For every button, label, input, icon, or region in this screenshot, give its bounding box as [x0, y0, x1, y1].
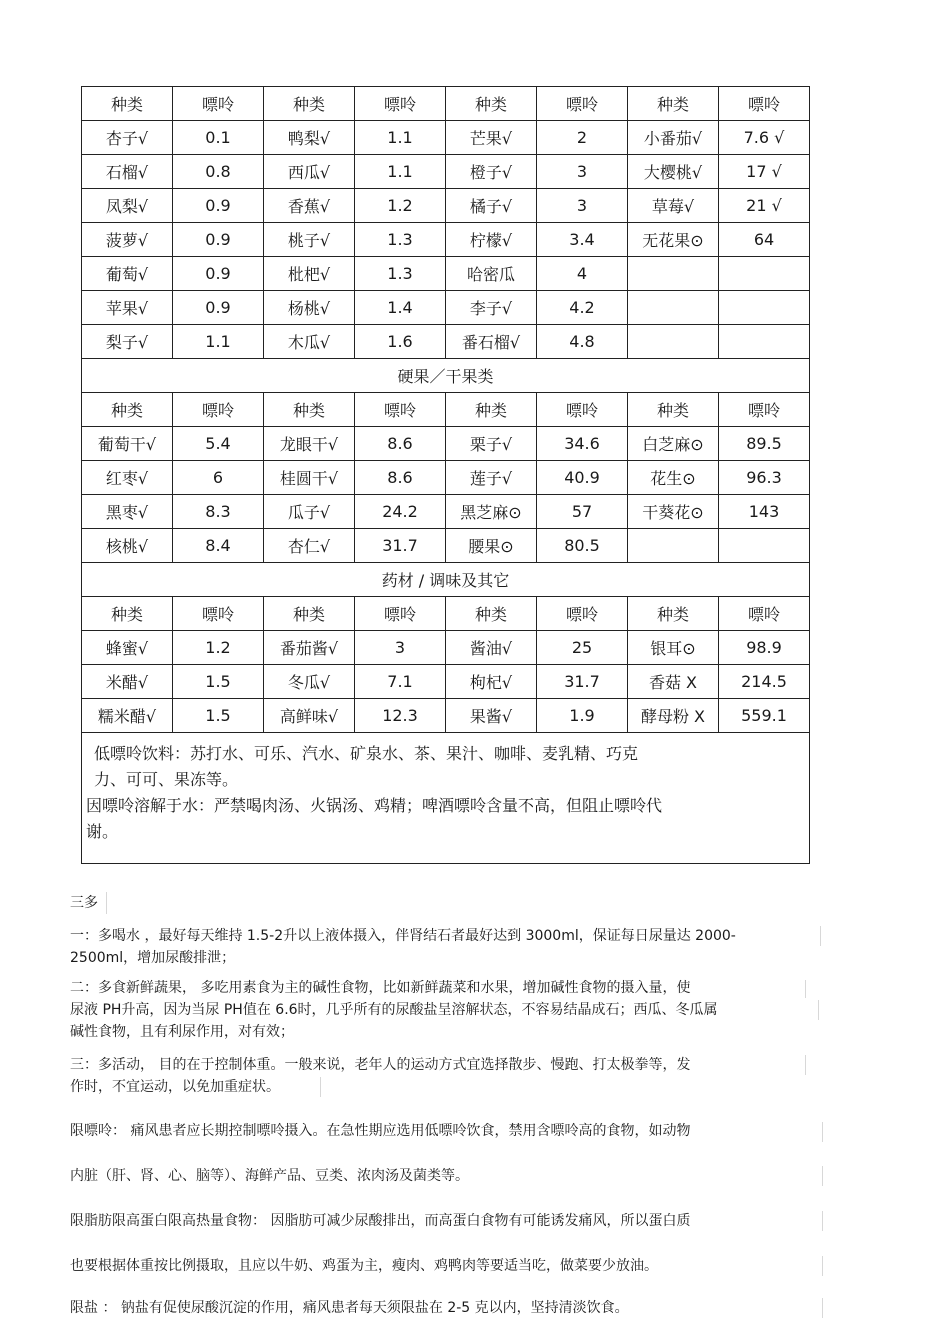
food-name-cell: 红枣√ [82, 461, 173, 495]
purine-value-cell: 31.7 [537, 665, 628, 699]
food-name-cell: 杏子√ [82, 121, 173, 155]
table-row [82, 427, 810, 461]
purine-value-cell: 1.1 [173, 325, 264, 359]
header-cell-purine: 嘌呤 [719, 393, 810, 427]
header-cell-purine: 嘌呤 [537, 597, 628, 631]
purine-value-cell: 4.8 [537, 325, 628, 359]
food-name-cell: 香蕉√ [264, 189, 355, 223]
purine-value-cell: 1.3 [355, 257, 446, 291]
note-soluble-line1: 因嘌呤溶解于水：严禁喝肉汤、火锅汤、鸡精；啤酒嘌呤含量不高，但阻止嘌呤代 [86, 796, 663, 815]
purine-value-cell: 0.9 [173, 257, 264, 291]
food-name-cell: 橙子√ [446, 155, 537, 189]
food-name-cell: 无花果⊙ [628, 223, 719, 257]
header-cell-kind: 种类 [628, 393, 719, 427]
food-name-cell: 菠萝√ [82, 223, 173, 257]
food-name-cell: 西瓜√ [264, 155, 355, 189]
purine-value-cell: 2 [537, 121, 628, 155]
purine-value-cell: 34.6 [537, 427, 628, 461]
paragraph-exercise-line1: 三：多活动， 目的在于控制体重。一般来说，老年人的运动方式宜选择散步、慢跑、打太极拳等，发 [70, 1057, 691, 1073]
purine-value-cell: 40.9 [537, 461, 628, 495]
section-heading-three-more: 三多 [70, 895, 98, 911]
food-name-cell [628, 291, 719, 325]
header-cell-purine: 嘌呤 [355, 597, 446, 631]
purine-value-cell: 24.2 [355, 495, 446, 529]
table-row [82, 699, 810, 733]
paragraph-vegetables-line3: 碱性食物，且有利尿作用，对有效； [70, 1024, 294, 1040]
herb-body [82, 597, 810, 733]
food-name-cell: 番石榴√ [446, 325, 537, 359]
section-row-herbs [82, 563, 810, 597]
food-name-cell: 桂圆干√ [264, 461, 355, 495]
food-name-cell: 木瓜√ [264, 325, 355, 359]
food-name-cell: 蜂蜜√ [82, 631, 173, 665]
purine-value-cell: 0.9 [173, 223, 264, 257]
herb-section [82, 563, 810, 597]
note-soluble-line2: 谢。 [86, 822, 119, 841]
paragraph-limit-fat-line2: 也要根据体重按比例摄取，且应以牛奶、鸡蛋为主，瘦肉、鸡鸭肉等要适当吃，做菜要少放油。 [70, 1258, 658, 1274]
paragraph-drink-water-line1: 一：多喝水 ，最好每天维持 1.5-2升以上液体摄入，伴肾结石者最好达到 3000ml，保证每日尿量达 2000- [70, 928, 736, 944]
purine-value-cell [719, 291, 810, 325]
purine-value-cell: 96.3 [719, 461, 810, 495]
paragraph-drink-water-line2: 2500ml，增加尿酸排泄； [70, 950, 236, 966]
header-cell-kind: 种类 [264, 597, 355, 631]
table-row [82, 189, 810, 223]
paragraph-exercise-line2: 作时，不宜运动，以免加重症状。 [70, 1079, 280, 1095]
food-name-cell: 杨桃√ [264, 291, 355, 325]
food-name-cell: 花生⊙ [628, 461, 719, 495]
purine-value-cell: 8.6 [355, 427, 446, 461]
purine-value-cell: 21 √ [719, 189, 810, 223]
note-low-purine-line1: 低嘌呤饮料：苏打水、可乐、汽水、矿泉水、茶、果汁、咖啡、麦乳精、巧克 [94, 744, 639, 763]
purine-value-cell: 7.6 √ [719, 121, 810, 155]
food-name-cell: 龙眼干√ [264, 427, 355, 461]
food-name-cell: 黑枣√ [82, 495, 173, 529]
purine-value-cell: 1.3 [355, 223, 446, 257]
food-name-cell: 柠檬√ [446, 223, 537, 257]
purine-value-cell: 0.9 [173, 189, 264, 223]
food-name-cell: 凤梨√ [82, 189, 173, 223]
purine-value-cell: 98.9 [719, 631, 810, 665]
header-cell-kind: 种类 [628, 87, 719, 121]
purine-value-cell: 0.8 [173, 155, 264, 189]
food-name-cell: 香菇 X [628, 665, 719, 699]
notes-row [82, 733, 810, 864]
food-name-cell: 杏仁√ [264, 529, 355, 563]
divider-line [822, 1211, 823, 1231]
table-row [82, 529, 810, 563]
header-cell-kind: 种类 [446, 597, 537, 631]
purine-value-cell: 8.6 [355, 461, 446, 495]
herb-header-row [82, 597, 810, 631]
food-name-cell: 米醋√ [82, 665, 173, 699]
paragraph-vegetables-line2: 尿液 PH升高，因为当尿 PH值在 6.6时，几乎所有的尿酸盐呈溶解状态，不容易结晶成石；西瓜、冬瓜属 [70, 1002, 718, 1018]
food-name-cell: 桃子√ [264, 223, 355, 257]
purine-value-cell: 1.1 [355, 155, 446, 189]
food-name-cell: 干葵花⊙ [628, 495, 719, 529]
food-name-cell: 梨子√ [82, 325, 173, 359]
purine-value-cell: 214.5 [719, 665, 810, 699]
purine-value-cell: 0.1 [173, 121, 264, 155]
food-name-cell: 苹果√ [82, 291, 173, 325]
purine-value-cell: 1.9 [537, 699, 628, 733]
nut-header-row [82, 393, 810, 427]
purine-value-cell: 1.2 [173, 631, 264, 665]
food-name-cell: 芒果√ [446, 121, 537, 155]
food-name-cell: 糯米醋√ [82, 699, 173, 733]
food-name-cell: 酵母粉 X [628, 699, 719, 733]
food-name-cell: 栗子√ [446, 427, 537, 461]
food-name-cell [628, 325, 719, 359]
divider-line [805, 980, 806, 998]
purine-content-table [81, 86, 810, 864]
header-cell-purine: 嘌呤 [173, 393, 264, 427]
purine-value-cell: 89.5 [719, 427, 810, 461]
header-cell-purine: 嘌呤 [719, 597, 810, 631]
header-cell-purine: 嘌呤 [173, 597, 264, 631]
header-cell-kind: 种类 [264, 393, 355, 427]
food-name-cell: 石榴√ [82, 155, 173, 189]
section-title-nuts: 硬果／干果类 [82, 359, 810, 393]
food-name-cell: 小番茄√ [628, 121, 719, 155]
purine-value-cell: 1.5 [173, 699, 264, 733]
purine-value-cell: 1.6 [355, 325, 446, 359]
header-cell-purine: 嘌呤 [355, 393, 446, 427]
purine-value-cell: 3 [537, 189, 628, 223]
purine-value-cell: 8.3 [173, 495, 264, 529]
header-cell-kind: 种类 [264, 87, 355, 121]
note-low-purine-line2: 力、可可、果冻等。 [94, 770, 239, 789]
purine-value-cell: 1.1 [355, 121, 446, 155]
food-name-cell: 酱油√ [446, 631, 537, 665]
food-name-cell: 枇杷√ [264, 257, 355, 291]
food-name-cell: 高鲜味√ [264, 699, 355, 733]
section-row-nuts [82, 359, 810, 393]
header-cell-kind: 种类 [446, 393, 537, 427]
food-name-cell: 草莓√ [628, 189, 719, 223]
fruit-section [82, 87, 810, 359]
purine-value-cell: 3 [355, 631, 446, 665]
table-row [82, 257, 810, 291]
section-title-herbs: 药材 / 调味及其它 [82, 563, 810, 597]
header-cell-purine: 嘌呤 [537, 87, 628, 121]
table-row [82, 665, 810, 699]
table-row [82, 291, 810, 325]
food-name-cell: 果酱√ [446, 699, 537, 733]
purine-value-cell: 1.5 [173, 665, 264, 699]
purine-value-cell: 7.1 [355, 665, 446, 699]
food-name-cell [628, 529, 719, 563]
header-cell-purine: 嘌呤 [355, 87, 446, 121]
header-cell-kind: 种类 [82, 393, 173, 427]
food-name-cell: 鸭梨√ [264, 121, 355, 155]
purine-value-cell: 1.4 [355, 291, 446, 325]
divider-line [320, 1077, 321, 1097]
divider-line [822, 1166, 823, 1186]
notes-section [82, 733, 810, 864]
purine-value-cell [719, 325, 810, 359]
food-name-cell: 瓜子√ [264, 495, 355, 529]
divider-line [820, 926, 821, 946]
purine-value-cell: 6 [173, 461, 264, 495]
purine-value-cell: 559.1 [719, 699, 810, 733]
food-name-cell: 枸杞√ [446, 665, 537, 699]
header-cell-purine: 嘌呤 [173, 87, 264, 121]
food-name-cell: 核桃√ [82, 529, 173, 563]
table-row [82, 631, 810, 665]
header-cell-kind: 种类 [628, 597, 719, 631]
purine-value-cell: 64 [719, 223, 810, 257]
food-name-cell: 冬瓜√ [264, 665, 355, 699]
divider-line [818, 1000, 819, 1020]
purine-value-cell: 12.3 [355, 699, 446, 733]
purine-value-cell: 25 [537, 631, 628, 665]
table-row [82, 223, 810, 257]
food-name-cell: 大樱桃√ [628, 155, 719, 189]
paragraph-limit-salt-line1: 限盐 ： 钠盐有促使尿酸沉淀的作用，痛风患者每天须限盐在 2-5 克以内，坚持清淡饮食。 [70, 1300, 629, 1316]
food-name-cell: 腰果⊙ [446, 529, 537, 563]
purine-value-cell: 4 [537, 257, 628, 291]
purine-value-cell [719, 257, 810, 291]
purine-value-cell: 5.4 [173, 427, 264, 461]
purine-value-cell: 8.4 [173, 529, 264, 563]
header-cell-purine: 嘌呤 [537, 393, 628, 427]
divider-line [822, 1298, 823, 1318]
food-name-cell: 银耳⊙ [628, 631, 719, 665]
purine-value-cell: 17 √ [719, 155, 810, 189]
purine-value-cell: 1.2 [355, 189, 446, 223]
food-name-cell [628, 257, 719, 291]
purine-value-cell: 31.7 [355, 529, 446, 563]
food-name-cell: 白芝麻⊙ [628, 427, 719, 461]
table-row [82, 495, 810, 529]
food-name-cell: 番茄酱√ [264, 631, 355, 665]
table-row [82, 155, 810, 189]
purine-value-cell: 143 [719, 495, 810, 529]
food-name-cell: 李子√ [446, 291, 537, 325]
header-cell-kind: 种类 [82, 87, 173, 121]
purine-value-cell: 0.9 [173, 291, 264, 325]
food-name-cell: 葡萄√ [82, 257, 173, 291]
food-name-cell: 莲子√ [446, 461, 537, 495]
header-cell-purine: 嘌呤 [719, 87, 810, 121]
header-cell-kind: 种类 [446, 87, 537, 121]
nut-section [82, 359, 810, 393]
purine-value-cell: 3.4 [537, 223, 628, 257]
paragraph-limit-purine-line1: 限嘌呤： 痛风患者应长期控制嘌呤摄入。在急性期应选用低嘌呤饮食，禁用含嘌呤高的食物，如动物 [70, 1123, 691, 1139]
purine-value-cell [719, 529, 810, 563]
food-name-cell: 黑芝麻⊙ [446, 495, 537, 529]
notes-cell [82, 733, 810, 864]
fruit-header-row [82, 87, 810, 121]
food-name-cell: 哈密瓜 [446, 257, 537, 291]
food-name-cell: 葡萄干√ [82, 427, 173, 461]
purine-value-cell: 3 [537, 155, 628, 189]
divider-line [805, 1055, 806, 1075]
nut-body [82, 393, 810, 563]
purine-value-cell: 80.5 [537, 529, 628, 563]
paragraph-limit-fat-line1: 限脂肪限高蛋白限高热量食物： 因脂肪可减少尿酸排出，而高蛋白食物有可能诱发痛风，所以蛋白质 [70, 1213, 691, 1229]
table-row [82, 461, 810, 495]
paragraph-vegetables-line1: 二：多食新鲜蔬果， 多吃用素食为主的碱性食物，比如新鲜蔬菜和水果，增加碱性食物的摄入量，使 [70, 980, 691, 996]
table-row [82, 121, 810, 155]
divider-line [822, 1256, 823, 1276]
food-name-cell: 橘子√ [446, 189, 537, 223]
purine-value-cell: 4.2 [537, 291, 628, 325]
table-row [82, 325, 810, 359]
paragraph-limit-purine-line2: 内脏（肝、肾、心、脑等）、海鲜产品、豆类、浓肉汤及菌类等。 [70, 1168, 469, 1184]
divider-line [822, 1122, 823, 1142]
purine-value-cell: 57 [537, 495, 628, 529]
header-cell-kind: 种类 [82, 597, 173, 631]
